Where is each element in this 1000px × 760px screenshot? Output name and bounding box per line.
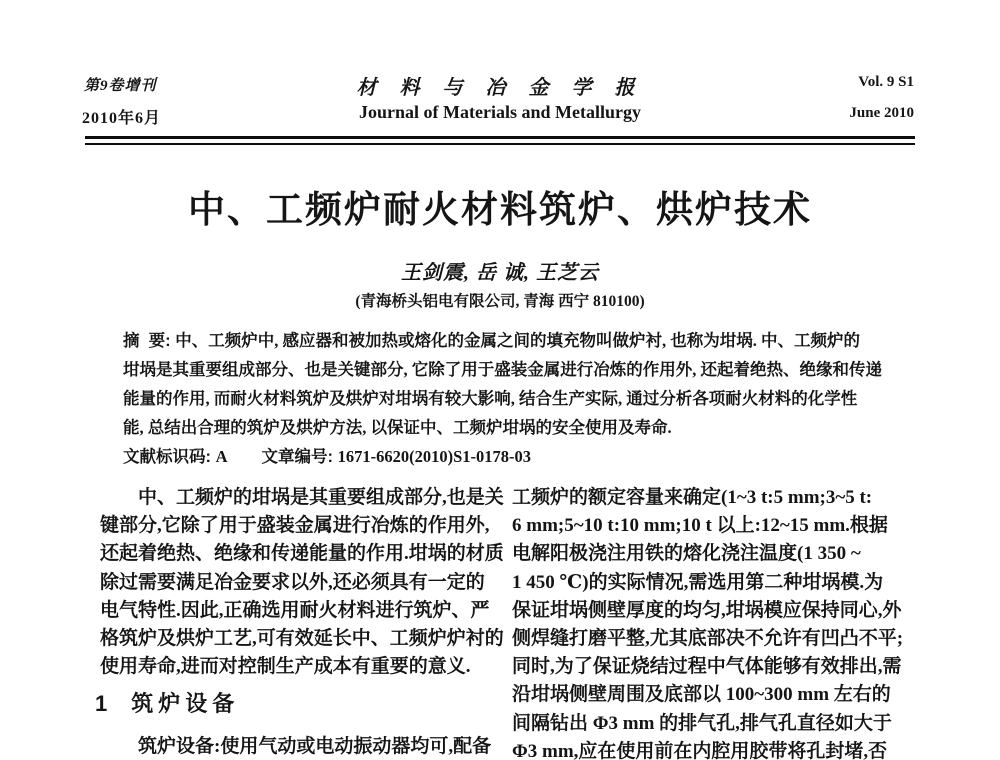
section-number: 1 — [95, 691, 108, 716]
body-text-line: 电气特性.因此,正确选用耐火材料进行筑炉、严 — [100, 599, 490, 621]
body-text-line: 使用寿命,进而对控制生产成本有重要的意义. — [100, 656, 471, 678]
document-code-line — [123, 442, 885, 471]
body-right-column — [512, 484, 917, 760]
body-text-line: 保证坩埚侧壁厚度的均匀,坩埚模应保持同心,外 — [512, 599, 902, 621]
header-double-rule — [85, 136, 915, 145]
body-text-line: 筑炉设备:使用气动或电动振动器均可,配备 — [138, 736, 492, 757]
body-text-line: 除过需要满足冶金要求以外,还必须具有一定的 — [100, 571, 485, 593]
body-text-line: 6 mm;5~10 t:10 mm;10 t 以上:12~15 mm.根据 — [512, 515, 888, 537]
abstract-line — [123, 326, 885, 355]
body-text-line: 格筑炉及烘炉工艺,可有效延长中、工频炉炉衬的 — [100, 627, 504, 649]
abstract-line: 能, 总结出合理的筑炉及烘炉方法, 以保证中、工频炉坩埚的安全使用及寿命. — [123, 418, 672, 437]
body-text-line: 电解阳极浇注用铁的熔化浇注温度(1 350 ~ — [512, 543, 861, 565]
abstract-text: 中、工频炉中, 感应器和被加热或熔化的金属之间的填充物叫做炉衬, 也称为坩埚. 中、工频炉的 — [175, 331, 860, 350]
journal-issue-cn: 第9卷增刊 — [84, 78, 157, 94]
body-text-line: 1 450 ℃)的实际情况,需选用第二种坩埚模.为 — [512, 571, 884, 593]
section-1-heading — [95, 687, 239, 718]
journal-title-en: Journal of Materials and Metallurgy — [359, 102, 641, 122]
doc-code-value: A — [215, 447, 228, 466]
body-text-line: 键部分,它除了用于盛装金属进行冶炼的作用外, — [100, 515, 490, 537]
body-text-line: 工频炉的额定容量来确定(1~3 t:5 mm;3~5 t: — [512, 487, 873, 508]
section-title: 筑炉设备 — [131, 691, 240, 716]
journal-volume-en: Vol. 9 S1 — [858, 74, 914, 90]
article-number-label: 文章编号: — [261, 448, 338, 466]
journal-title-cn: 材 料 与 冶 金 学 报 — [356, 77, 644, 99]
body-text-line: Φ3 mm,应在使用前在内腔用胶带将孔封堵,否 — [512, 740, 888, 760]
doc-code-label: 文献标识码: — [123, 448, 216, 466]
abstract-label: 摘 要: — [123, 332, 176, 350]
journal-date-cn: 2010年6月 — [82, 110, 162, 127]
abstract-line: 能量的作用, 而耐火材料筑炉及烘炉对坩埚有较大影响, 结合生产实际, 通过分析各项耐火材料的化学性 — [123, 389, 858, 408]
abstract-line: 坩埚是其重要组成部分、也是关键部分, 它除了用于盛装金属进行冶炼的作用外, 还起着绝热、绝缘和传递 — [123, 360, 882, 379]
article-title: 中、工频炉耐火材料筑炉、烘炉技术 — [188, 189, 812, 230]
body-text-line: 同时,为了保证烧结过程中气体能够有效排出,需 — [512, 656, 902, 678]
article-number-value: 1671-6620(2010)S1-0178-03 — [337, 447, 532, 466]
article-authors: 王剑震, 岳 诚, 王芝云 — [401, 262, 599, 284]
body-text-line: 沿坩埚侧壁周围及底部以 100~300 mm 左右的 — [512, 684, 891, 706]
journal-date-en: June 2010 — [849, 105, 914, 121]
article-affiliation: (青海桥头铝电有限公司, 青海 西宁 810100) — [355, 293, 645, 310]
body-text-line: 间隔钻出 Φ3 mm 的排气孔,排气孔直径如大于 — [512, 712, 892, 734]
body-text-line: 中、工频炉的坩埚是其重要组成部分,也是关 — [138, 487, 504, 508]
abstract-block — [123, 326, 885, 471]
body-text-line: 还起着绝热、绝缘和传递能量的作用.坩埚的材质 — [100, 543, 504, 565]
body-left-column — [100, 484, 504, 681]
body-text-line: 侧焊缝打磨平整,尤其底部决不允许有凹凸不平; — [512, 627, 904, 649]
